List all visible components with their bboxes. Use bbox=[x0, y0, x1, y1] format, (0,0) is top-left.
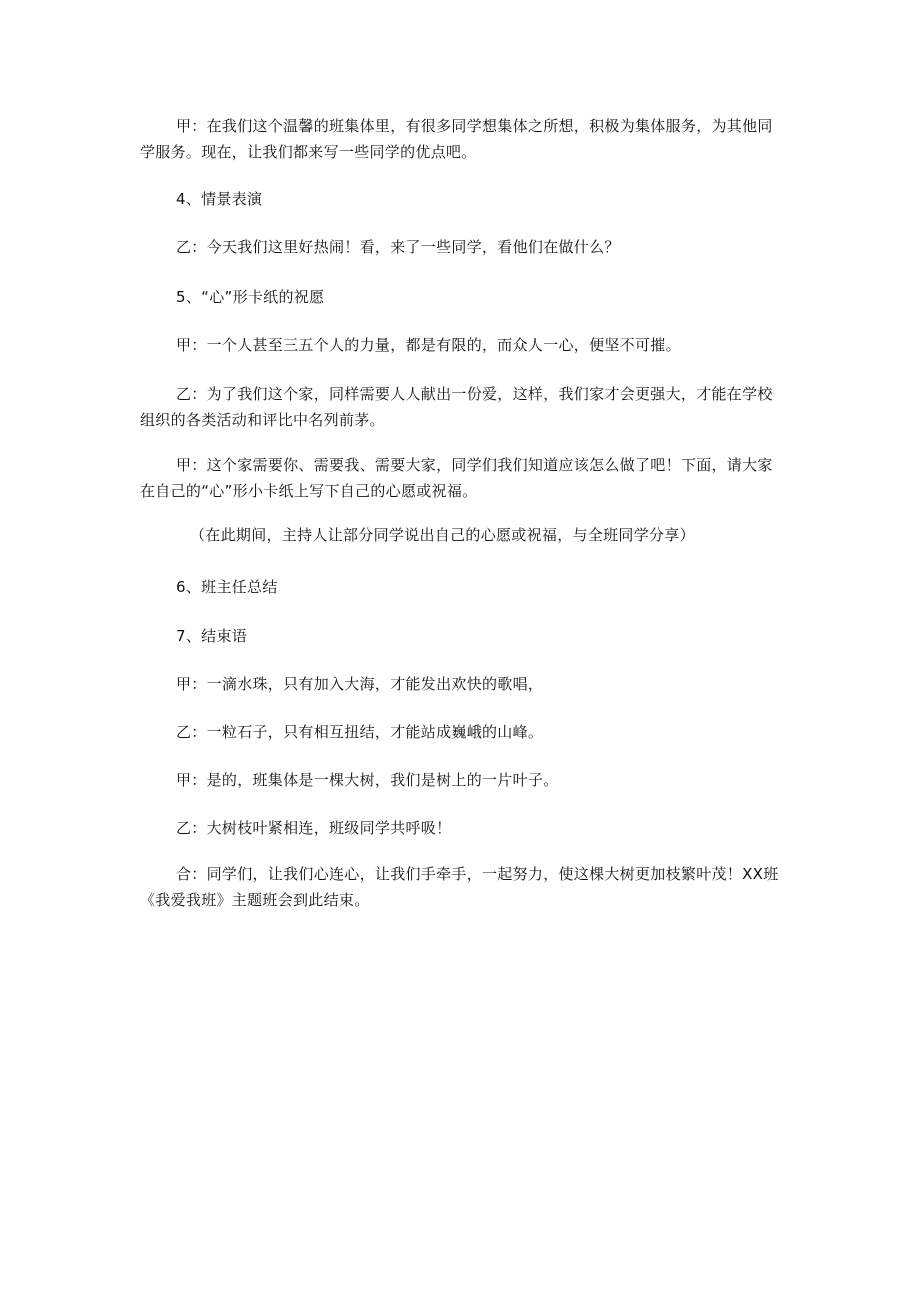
paragraph-yi-stone: 乙：一粒石子，只有相互扭结，才能站成巍峨的山峰。 bbox=[176, 723, 544, 741]
paragraph-yi-lively: 乙：今天我们这里好热闹！看，来了一些同学，看他们在做什么？ bbox=[176, 238, 620, 256]
paragraph-jia-intro: 甲：在我们这个温馨的班集体里，有很多同学想集体之所想，积极为集体服务，为其他同学服务。现在，让我们都来写一些同学的优点吧。 bbox=[140, 117, 773, 161]
paragraph-jia-write-wishes: 甲：这个家需要你、需要我、需要大家，同学们我们知道应该怎么做了吧！下面，请大家在自己的“心”形小卡纸上写下自己的心愿或祝福。 bbox=[140, 456, 773, 500]
heading-teacher-summary: 6、班主任总结 bbox=[176, 578, 278, 596]
paragraph-jia-water-drop: 甲：一滴水珠，只有加入大海，才能发出欢快的歌唱， bbox=[176, 675, 544, 693]
paragraph-jia-united: 甲：一个人甚至三五个人的力量，都是有限的，而众人一心，便坚不可摧。 bbox=[176, 336, 681, 354]
paragraph-he-conclusion: 合：同学们，让我们心连心，让我们手牵手，一起努力，使这棵大树更加枝繁叶茂！XX班《我爱我班》主题班会到此结束。 bbox=[140, 865, 779, 909]
heading-heart-card-wishes: 5、“心”形卡纸的祝愿 bbox=[176, 288, 325, 306]
heading-situational-performance: 4、情景表演 bbox=[176, 190, 263, 208]
paragraph-stage-note: （在此期间，主持人让部分同学说出自己的心愿或祝福，与全班同学分享） bbox=[190, 526, 695, 544]
paragraph-yi-love: 乙：为了我们这个家，同样需要人人献出一份爱，这样，我们家才会更强大，才能在学校组织的各类活动和评比中名列前茅。 bbox=[140, 385, 773, 429]
heading-closing-remarks: 7、结束语 bbox=[176, 627, 248, 645]
paragraph-jia-tree: 甲：是的，班集体是一棵大树，我们是树上的一片叶子。 bbox=[176, 771, 559, 789]
paragraph-yi-breathe: 乙：大树枝叶紧相连，班级同学共呼吸！ bbox=[176, 819, 452, 837]
